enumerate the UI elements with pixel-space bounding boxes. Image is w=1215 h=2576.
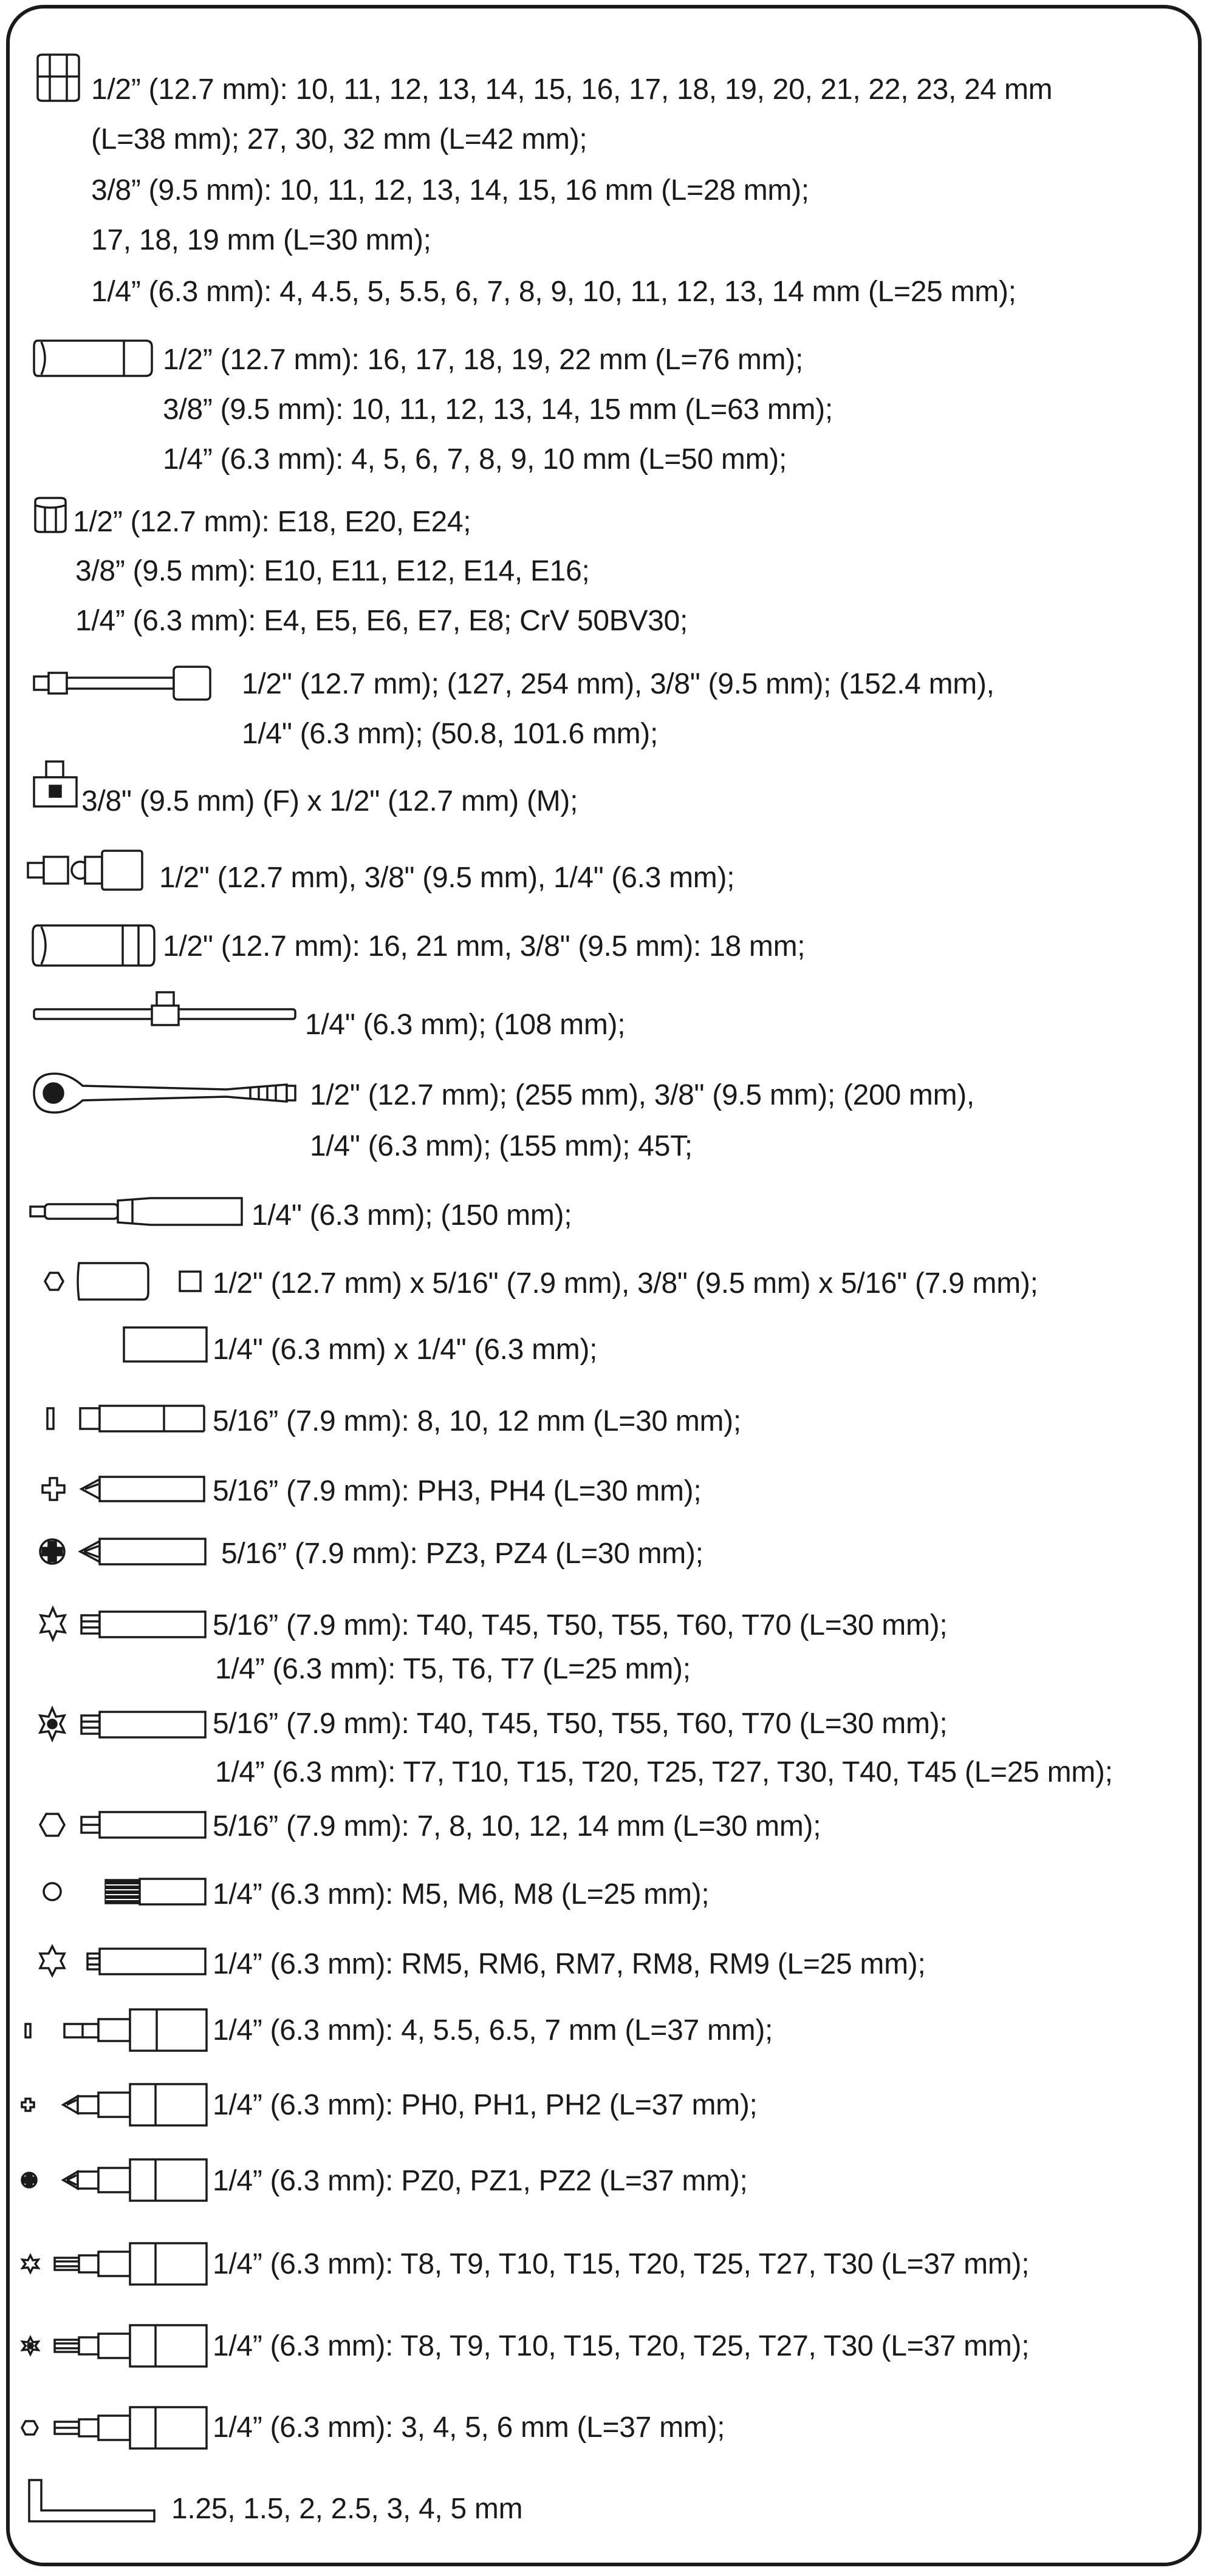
spec-line: 1.25, 1.5, 2, 2.5, 3, 4, 5 mm	[171, 2493, 523, 2525]
spec-line: 17, 18, 19 mm (L=30 mm);	[91, 224, 431, 256]
spec-line: 1/4” (6.3 mm): T8, T9, T10, T15, T20, T25, T27, T30 (L=37 mm);	[213, 2330, 1030, 2362]
spec-line: 1/4” (6.3 mm): 4, 4.5, 5, 5.5, 6, 7, 8, 9, 10, 11, 12, 13, 14 mm (L=25 mm);	[91, 276, 1016, 308]
spec-line: 3/8” (9.5 mm): 10, 11, 12, 13, 14, 15, 16 mm (L=28 mm);	[91, 174, 809, 206]
t-bar-icon	[33, 990, 300, 1032]
torx-bit-icon	[38, 1603, 208, 1646]
slotted-bit-socket-icon	[22, 2007, 210, 2053]
spec-line: 1/4” (6.3 mm): PZ0, PZ1, PZ2 (L=37 mm);	[213, 2165, 748, 2197]
universal-joint-icon	[27, 847, 146, 893]
spec-line: 1/4” (6.3 mm): 4, 5, 6, 7, 8, 9, 10 mm (L=50 mm);	[163, 443, 787, 475]
spec-line: 3/8" (9.5 mm) (F) x 1/2" (12.7 mm) (M);	[81, 785, 578, 817]
hex-key-icon	[26, 2476, 159, 2525]
spec-line: 1/4" (6.3 mm); (108 mm);	[305, 1009, 626, 1041]
socket-icon	[34, 53, 85, 102]
spec-line: 1/2" (12.7 mm) x 5/16" (7.9 mm), 3/8" (9.5 mm) x 5/16" (7.9 mm);	[213, 1267, 1038, 1300]
ratchet-icon	[32, 1070, 299, 1116]
deep-socket-icon	[33, 337, 154, 380]
pozidriv-bit-icon	[38, 1532, 208, 1572]
spark-plug-socket-icon	[32, 923, 156, 968]
bit-adapter-icon	[41, 1258, 207, 1304]
torx-bit-socket-icon	[18, 2241, 210, 2287]
screwdriver-handle-icon	[29, 1193, 245, 1230]
spec-line: 1/2” (12.7 mm): 10, 11, 12, 13, 14, 15, 16, 17, 18, 19, 20, 21, 22, 23, 24 mm	[91, 73, 1053, 106]
spec-line: 1/4” (6.3 mm): E4, E5, E6, E7, E8; CrV 50BV30;	[75, 605, 688, 637]
spec-line: 1/4” (6.3 mm): T7, T10, T15, T20, T25, T27, T30, T40, T45 (L=25 mm);	[215, 1756, 1113, 1788]
spec-line: 5/16” (7.9 mm): PH3, PH4 (L=30 mm);	[213, 1475, 702, 1507]
spec-line: 5/16” (7.9 mm): T40, T45, T50, T55, T60, T70 (L=30 mm);	[213, 1609, 948, 1641]
spec-line: 1/4" (6.3 mm); (50.8, 101.6 mm);	[242, 718, 658, 750]
spec-line: 1/4” (6.3 mm): PH0, PH1, PH2 (L=37 mm);	[213, 2089, 758, 2121]
slotted-bit-icon	[43, 1400, 207, 1436]
spec-line: 1/4” (6.3 mm): 3, 4, 5, 6 mm (L=37 mm);	[213, 2411, 725, 2444]
spec-line: 1/4” (6.3 mm): T5, T6, T7 (L=25 mm);	[215, 1653, 691, 1685]
spec-line: 5/16” (7.9 mm): T40, T45, T50, T55, T60, T70 (L=30 mm);	[213, 1708, 948, 1740]
hex-bit-icon	[36, 1804, 208, 1846]
extension-bar-icon	[33, 662, 221, 704]
spec-line: 1/4” (6.3 mm): 4, 5.5, 6.5, 7 mm (L=37 mm);	[213, 2014, 773, 2046]
spline-bit-icon	[38, 1872, 208, 1912]
spec-line: 5/16” (7.9 mm): 8, 10, 12 mm (L=30 mm);	[213, 1405, 741, 1437]
pozidriv-bit-socket-icon	[18, 2157, 210, 2203]
spec-line: 1/4" (6.3 mm) x 1/4" (6.3 mm);	[213, 1334, 598, 1366]
spec-line: 1/4” (6.3 mm): RM5, RM6, RM7, RM8, RM9 (L=25 mm);	[213, 1948, 926, 1980]
spec-line: 1/4” (6.3 mm): T8, T9, T10, T15, T20, T25, T27, T30 (L=37 mm);	[213, 2248, 1030, 2280]
spec-line: 1/2" (12.7 mm); (255 mm), 3/8" (9.5 mm); (200 mm),	[310, 1079, 974, 1111]
spec-line: 5/16” (7.9 mm): 7, 8, 10, 12, 14 mm (L=30 mm);	[213, 1810, 821, 1842]
e-torx-socket-icon	[33, 497, 68, 533]
spec-line: 1/4" (6.3 mm); (155 mm); 45T;	[310, 1130, 693, 1162]
spec-line: 3/8” (9.5 mm): E10, E11, E12, E14, E16;	[75, 555, 590, 587]
spec-line: 1/2" (12.7 mm): 16, 21 mm, 3/8" (9.5 mm): 18 mm;	[163, 930, 806, 963]
tamper-torx-bit-icon	[36, 1703, 208, 1746]
spec-line: 1/4" (6.3 mm); (150 mm);	[252, 1199, 572, 1232]
hex-bit-socket-icon	[18, 2405, 210, 2451]
spec-line: 1/2" (12.7 mm), 3/8" (9.5 mm), 1/4" (6.3 mm);	[159, 862, 735, 894]
spec-line: 3/8” (9.5 mm): 10, 11, 12, 13, 14, 15 mm (L=63 mm);	[163, 394, 833, 426]
phillips-bit-icon	[39, 1470, 207, 1508]
spec-line: 1/4” (6.3 mm): M5, M6, M8 (L=25 mm);	[213, 1878, 710, 1910]
bit-holder-icon	[122, 1325, 209, 1365]
spec-line: (L=38 mm); 27, 30, 32 mm (L=42 mm);	[91, 123, 587, 155]
tamper-torx-bit-socket-icon	[18, 2323, 210, 2369]
spec-line: 5/16” (7.9 mm): PZ3, PZ4 (L=30 mm);	[221, 1538, 703, 1570]
phillips-bit-socket-icon	[18, 2082, 210, 2128]
spec-line: 1/2” (12.7 mm): E18, E20, E24;	[73, 506, 471, 538]
adapter-icon	[30, 759, 80, 809]
ribe-bit-icon	[36, 1940, 208, 1983]
spec-line: 1/2" (12.7 mm); (127, 254 mm), 3/8" (9.5 mm); (152.4 mm),	[242, 668, 994, 700]
spec-line: 1/2” (12.7 mm): 16, 17, 18, 19, 22 mm (L=76 mm);	[163, 344, 804, 376]
